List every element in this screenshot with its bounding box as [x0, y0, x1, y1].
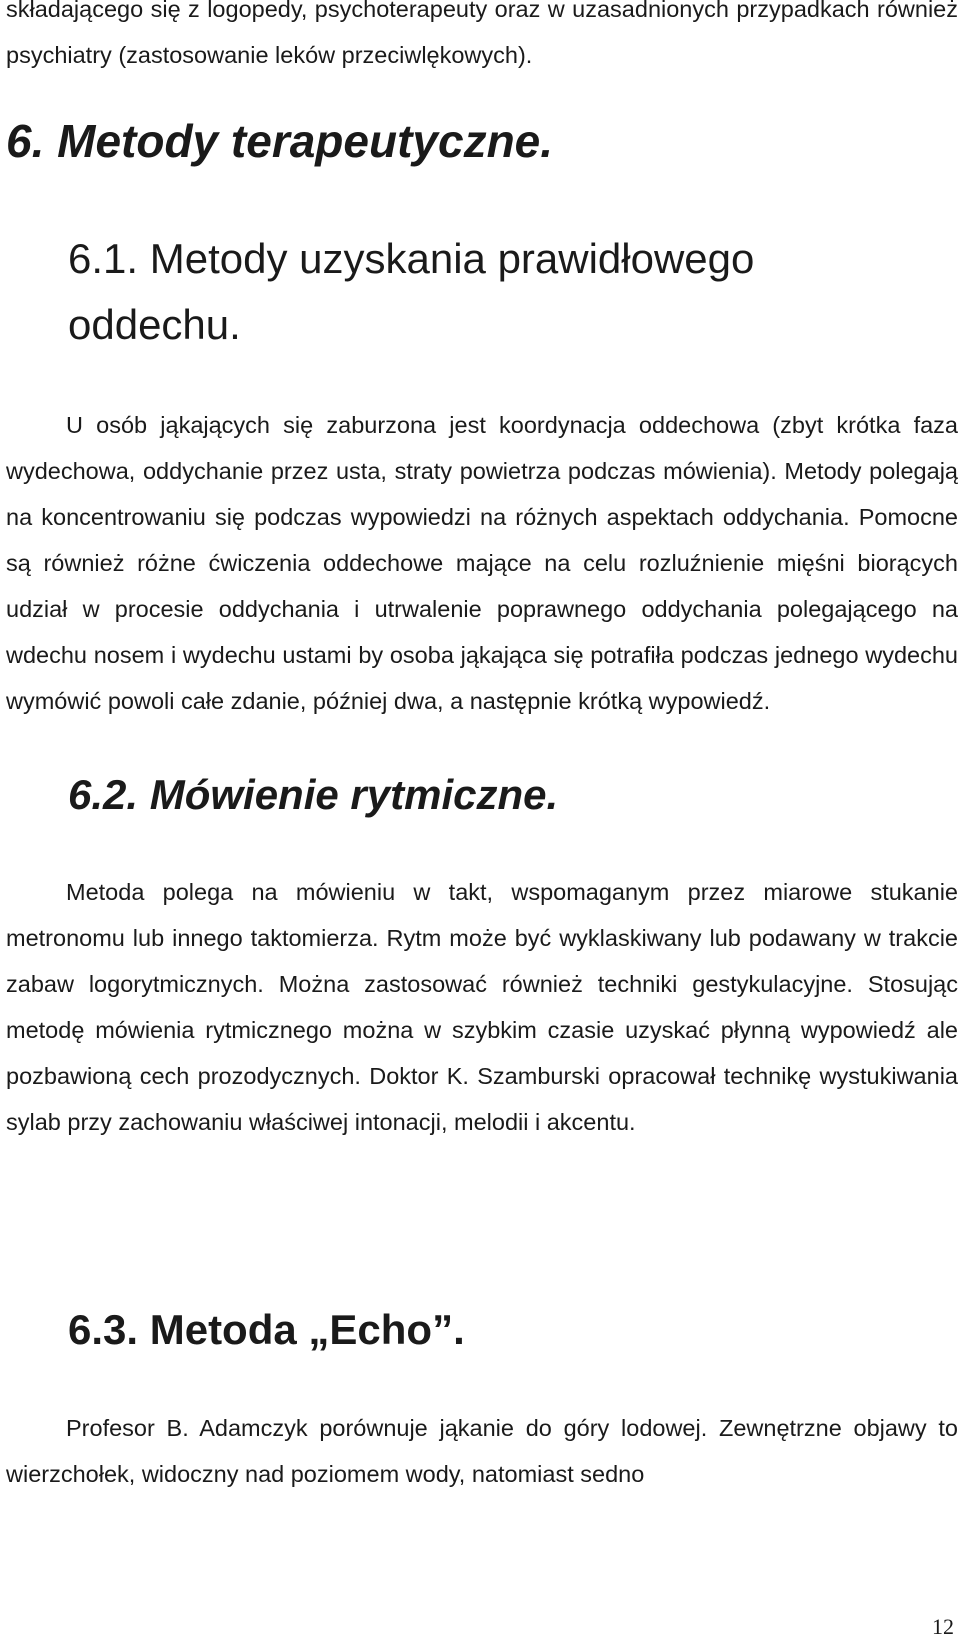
section-6-1-heading — [6, 226, 958, 358]
page-number: 12 — [932, 1614, 954, 1639]
section-6-1-title-line2: oddechu. — [68, 301, 241, 348]
section-6-heading: 6. Metody terapeutyczne. — [6, 115, 554, 167]
section-6-3-paragraph: Profesor B. Adamczyk porównuje jąkanie do góry lodowej. Zewnętrzne objawy to wierzchołek, widoczny nad poziomem wody, natomiast sedno — [6, 1415, 958, 1487]
section-6-2-paragraph: Metoda polega na mówieniu w takt, wspomaganym przez miarowe stukanie metronomu lub innego taktomierza. Rytm może być wyklaskiwany lub podawany w trakcie zabaw logorytmicznych. Można zastosować również techniki gestykulacyjne. Stosując metodę mówienia rytmicznego można w szybkim czasie uzyskać płynną wypowiedź ale pozbawioną cech prozodycznych. Doktor K. Szamburski opracował technikę wystukiwania sylab przy zachowaniu właściwej intonacji, melodii i akcentu. — [6, 879, 958, 1135]
section-6-1-paragraph: U osób jąkających się zaburzona jest koordynacja oddechowa (zbyt krótka faza wydechowa, oddychanie przez usta, straty powietrza podczas mówienia). Metody polegają na koncentrowaniu się podczas wypowiedzi na różnych aspektach oddychania. Pomocne są również różne ćwiczenia oddechowe mające na celu rozluźnienie mięśni biorących udział w procesie oddychania i utrwalenie poprawnego oddychania polegającego na wdechu nosem i wydechu ustami by osoba jąkająca się potrafiła podczas jednego wydechu wymówić powoli całe zdanie, później dwa, a następnie krótką wypowiedź. — [6, 412, 958, 714]
carry-over-paragraph: składającego się z logopedy, psychoterapeuty oraz w uzasadnionych przypadkach również psychiatry (zastosowanie leków przeciwlękowych). — [6, 0, 958, 68]
section-6-1-number: 6.1. — [68, 235, 139, 282]
section-6-1-title-line1: Metody uzyskania prawidłowego — [149, 235, 755, 282]
section-6-2-heading: 6.2. Mówienie rytmiczne. — [68, 771, 559, 818]
section-6-3-heading: 6.3. Metoda „Echo”. — [68, 1306, 465, 1353]
